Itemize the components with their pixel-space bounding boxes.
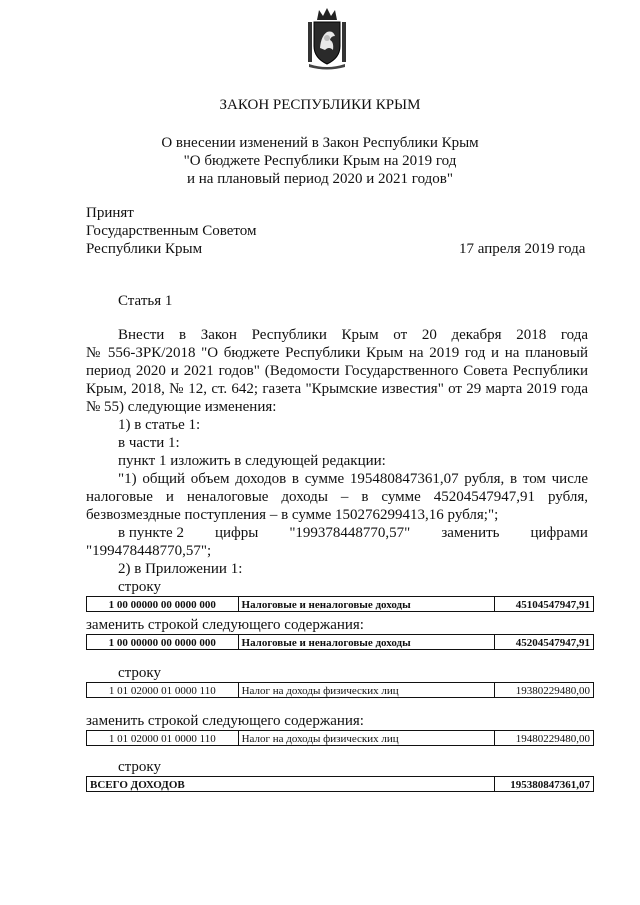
subtitle-line-2: "О бюджете Республики Крым на 2019 год bbox=[183, 153, 457, 169]
total-sum: 195380847361,07 bbox=[495, 777, 594, 792]
row-code: 1 01 02000 01 0000 110 bbox=[87, 731, 239, 746]
row-table-new-1 bbox=[86, 634, 594, 650]
adoption-line-3: Республики Крым bbox=[86, 241, 203, 257]
article-heading: Статья 1 bbox=[118, 293, 173, 309]
item-part-1: в части 1: bbox=[118, 435, 180, 451]
row-sum: 45104547947,91 bbox=[495, 597, 594, 612]
item-article-1: 1) в статье 1: bbox=[118, 417, 201, 433]
intro-line-5: № 55) следующие изменения: bbox=[86, 399, 277, 415]
row-code: 1 00 00000 00 0000 000 bbox=[87, 597, 239, 612]
quote-line-1: "1) общий объем доходов в сумме 195480847361,07 рубля, в том числе bbox=[118, 471, 588, 487]
subtitle-line-3: и на плановый период 2020 и 2021 годов" bbox=[187, 171, 453, 187]
row-sum: 19480229480,00 bbox=[495, 731, 594, 746]
intro-line-2: № 556-ЗРК/2018 "О бюджете Республики Крым на 2019 год и на плановый bbox=[86, 345, 588, 361]
replace-with-label-1: заменить строкой следующего содержания: bbox=[86, 617, 364, 633]
intro-line-4: Крым, 2018, № 12, ст. 642; газета "Крымские известия" от 29 марта 2019 года bbox=[86, 381, 588, 397]
replace-part-4: заменить bbox=[441, 525, 500, 541]
row-name: Налоговые и неналоговые доходы bbox=[238, 597, 495, 612]
intro-line-3: период 2020 и 2021 годов" (Ведомости Государственного Совета Республики bbox=[86, 363, 588, 379]
adoption-line-1: Принят bbox=[86, 205, 134, 221]
row-table-old-2 bbox=[86, 682, 594, 698]
adoption-line-2: Государственным Советом bbox=[86, 223, 257, 239]
adoption-date: 17 апреля 2019 года bbox=[459, 241, 586, 257]
replace-with-label-2: заменить строкой следующего содержания: bbox=[86, 713, 364, 729]
intro-line-1: Внести в Закон Республики Крым от 20 декабря 2018 года bbox=[118, 327, 588, 343]
replace-part-2: цифры bbox=[214, 525, 259, 541]
row-label-2: строку bbox=[118, 665, 161, 681]
quote-line-3: безвозмездные поступления – в сумме 150276299413,16 рубля;"; bbox=[86, 507, 499, 523]
crimea-coat-of-arms-icon bbox=[305, 6, 349, 70]
row-code: 1 00 00000 00 0000 000 bbox=[87, 635, 239, 650]
row-name: Налоговые и неналоговые доходы bbox=[238, 635, 495, 650]
quote-line-2: налоговые и неналоговые доходы – в сумме 45204547947,91 рубля, bbox=[86, 489, 588, 505]
row-table-old-1 bbox=[86, 596, 594, 612]
replace-part-5: цифрами bbox=[530, 525, 588, 541]
row-sum: 45204547947,91 bbox=[495, 635, 594, 650]
row-label-1: строку bbox=[118, 579, 161, 595]
row-table-new-2 bbox=[86, 730, 594, 746]
replace-part-3: "199378448770,57" bbox=[289, 525, 411, 541]
replace-part-1: в пункте 2 bbox=[118, 525, 184, 541]
row-label-3: строку bbox=[118, 759, 161, 775]
row-name: Налог на доходы физических лиц bbox=[238, 683, 495, 698]
row-table-total bbox=[86, 776, 594, 792]
replace-end: "199478448770,57"; bbox=[86, 543, 212, 559]
row-sum: 19380229480,00 bbox=[495, 683, 594, 698]
appendix-item: 2) в Приложении 1: bbox=[118, 561, 243, 577]
replace-line bbox=[118, 524, 588, 542]
subtitle-line-1: О внесении изменений в Закон Республики Крым bbox=[161, 135, 479, 151]
item-point-1: пункт 1 изложить в следующей редакции: bbox=[118, 453, 386, 469]
total-label: ВСЕГО ДОХОДОВ bbox=[87, 777, 495, 792]
row-code: 1 01 02000 01 0000 110 bbox=[87, 683, 239, 698]
row-name: Налог на доходы физических лиц bbox=[238, 731, 495, 746]
law-title: ЗАКОН РЕСПУБЛИКИ КРЫМ bbox=[219, 97, 421, 113]
